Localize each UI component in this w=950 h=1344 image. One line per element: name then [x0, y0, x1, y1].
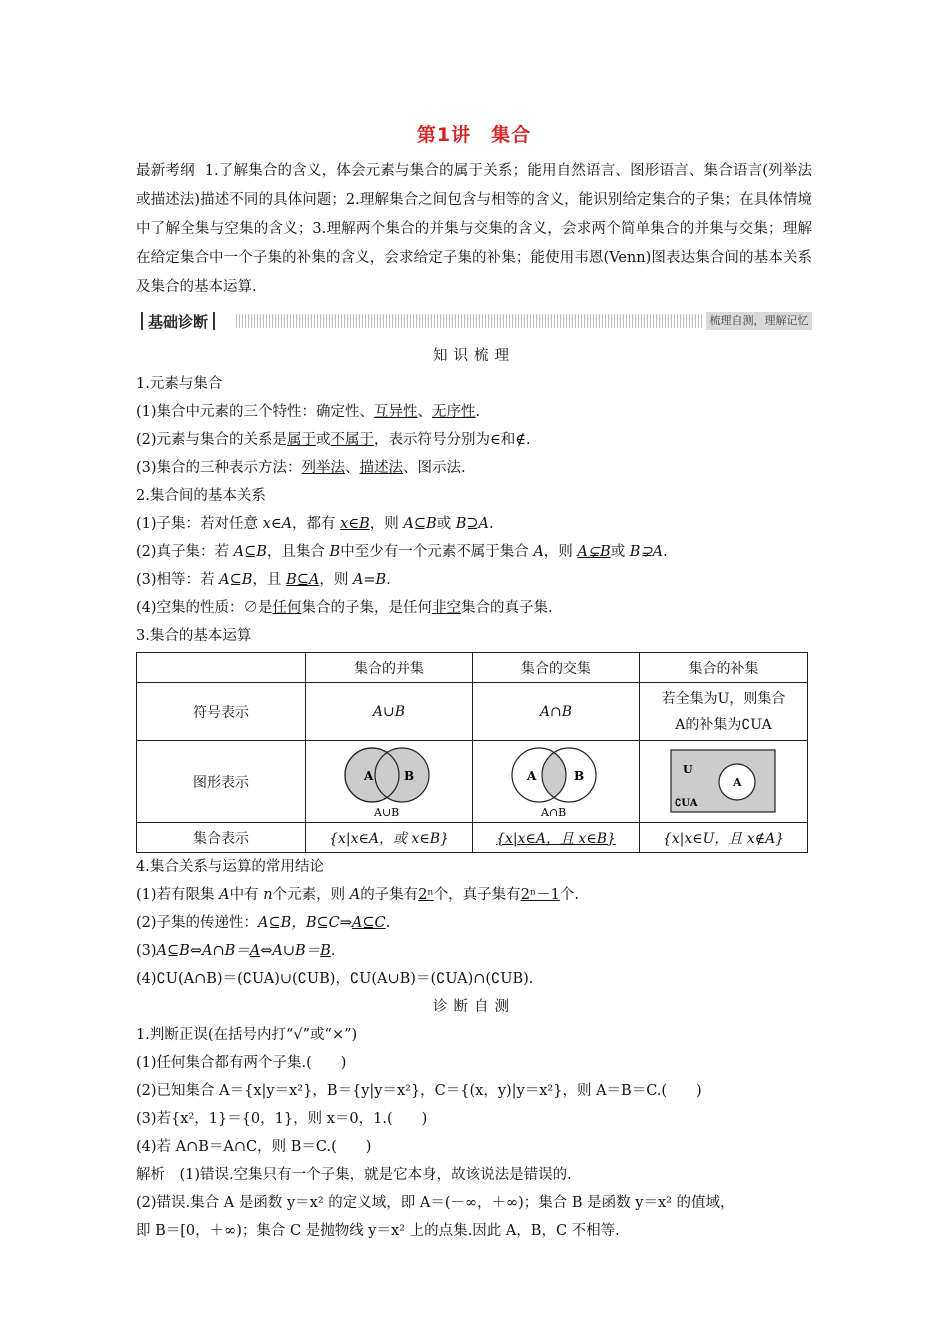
s2-line4: (4)空集的性质：∅是任何集合的子集，是任何非空集合的真子集.	[136, 600, 553, 616]
s2-line3: (3)相等：若 A⊆B，且 B⊆A，则 A=B.	[136, 572, 391, 588]
s2-line1: (1)子集：若对任意 x∈A，都有 x∈B，则 A⊆B或 B⊇A.	[136, 516, 494, 532]
s1-line3: (3)集合的三种表示方法：列举法、描述法、图示法.	[136, 460, 466, 476]
table-header-row	[137, 653, 808, 683]
analysis-line: 解析 (1)错误.空集只有一个子集，就是它本身，故该说法是错误的.	[136, 1167, 572, 1183]
intersection-venn-cell	[473, 741, 640, 823]
banner-left	[136, 310, 220, 332]
s4-line1: (1)若有限集 A中有 n个元素，则 A的子集有2ⁿ个，真子集有2ⁿ－1个.	[136, 887, 580, 903]
question-item: (1)任何集合都有两个子集.( )	[136, 1055, 347, 1071]
svg-text:A: A	[732, 775, 742, 789]
page	[136, 120, 812, 1245]
table-cell: A∩B	[473, 683, 640, 741]
svg-text:A: A	[364, 768, 374, 783]
banner-bar-icon	[213, 312, 215, 330]
banner-title: 基础诊断	[148, 312, 209, 331]
row-label: 图形表示	[137, 741, 306, 823]
section-banner	[136, 310, 812, 332]
svg-text:A: A	[527, 768, 537, 783]
table-cell: {x|x∈U，且 x∉A}	[640, 823, 808, 853]
svg-text:∁UA: ∁UA	[674, 797, 698, 809]
row-label: 符号表示	[137, 683, 306, 741]
table-row	[137, 741, 808, 823]
union-venn-diagram	[334, 745, 444, 819]
table-header-cell: 集合的交集	[473, 653, 640, 683]
svg-text:B: B	[574, 768, 585, 783]
table-cell: A∪B	[306, 683, 473, 741]
table-row	[137, 823, 808, 853]
svg-text:A∪B: A∪B	[374, 805, 400, 819]
banner-subtitle: 梳理自测，理解记忆	[706, 312, 812, 330]
s4-title: 4.集合关系与运算的常用结论	[136, 859, 324, 875]
set-operations-table	[136, 652, 808, 853]
svg-text:B: B	[404, 768, 415, 783]
row-label: 集合表示	[137, 823, 306, 853]
outline-lead: 最新考纲	[136, 163, 195, 179]
banner-bar-icon	[141, 312, 143, 330]
question-item: (2)已知集合 A＝{x|y＝x²}，B＝{y|y＝x²}，C＝{(x，y)|y＝x²}，则 A＝B＝C.( )	[136, 1083, 702, 1099]
s4-line3: (3)A⊆B⇔A∩B＝A⇔A∪B＝B.	[136, 943, 336, 959]
page-title: 第1讲 集合	[416, 124, 532, 146]
knowledge-heading: 知识梳理	[433, 348, 515, 364]
question-item: (4)若 A∩B＝A∩C，则 B＝C.( )	[136, 1139, 372, 1155]
selftest-heading: 诊断自测	[433, 999, 515, 1015]
banner-stripe	[236, 314, 702, 328]
s3-title: 3.集合的基本运算	[136, 628, 252, 644]
svg-text:U: U	[682, 762, 693, 776]
complement-venn-cell	[640, 741, 808, 823]
s1-title: 1.元素与集合	[136, 376, 223, 392]
table-cell: 若全集为U，则集合 A的补集为∁UA	[640, 683, 808, 741]
analysis-line: (2)错误.集合 A 是函数 y＝x² 的定义域，即 A＝(－∞，＋∞)；集合 B 是函数 y＝x² 的值域，	[136, 1195, 735, 1211]
intersection-venn-diagram	[501, 745, 611, 819]
s1-line1: (1)集合中元素的三个特性：确定性、互异性、无序性.	[136, 404, 481, 420]
table-header-cell: 集合的补集	[640, 653, 808, 683]
outline-text: 1.了解集合的含义，体会元素与集合的属于关系；能用自然语言、图形语言、集合语言(列举法或描述法)描述不同的具体问题；2.理解集合之间包含与相等的含义，能识别给定集合的子集；在具体情境中了解全集与空集的含义；3.理解两个集合的并集与交集的含义，会求两个简单集合的并集与交集；理解在给定集合中一个子集的补集的含义，会求给定子集的补集；能使用韦恩(Venn)图表达集合间的基本关系及集合的基本运算.	[136, 163, 812, 295]
s2-title: 2.集合间的基本关系	[136, 488, 266, 504]
question-1: 1.判断正误(在括号内打“√”或“×”)	[136, 1027, 358, 1043]
s2-line2: (2)真子集：若 A⊆B，且集合 B中至少有一个元素不属于集合 A，则 A⊊B或 B⊋A.	[136, 544, 668, 560]
table-header-cell	[137, 653, 306, 683]
question-item: (3)若{x²，1}＝{0，1}，则 x＝0，1.( )	[136, 1111, 428, 1127]
s1-line2: (2)元素与集合的关系是属于或不属于，表示符号分别为∈和∉.	[136, 432, 531, 448]
table-header-cell: 集合的并集	[306, 653, 473, 683]
table-cell: {x|x∈A，或 x∈B}	[306, 823, 473, 853]
complement-venn-diagram	[669, 748, 779, 816]
s4-line2: (2)子集的传递性：A⊆B，B⊆C⇒A⊆C.	[136, 915, 391, 931]
analysis-line: 即 B＝[0，＋∞)；集合 C 是抛物线 y＝x² 上的点集.因此 A，B，C 不相等.	[136, 1223, 620, 1239]
union-venn-cell	[306, 741, 473, 823]
s4-line4: (4)∁U(A∩B)＝(∁UA)∪(∁UB)，∁U(A∪B)＝(∁UA)∩(∁UB).	[136, 971, 534, 987]
table-cell: {x|x∈A，且 x∈B}	[473, 823, 640, 853]
svg-text:A∩B: A∩B	[541, 805, 567, 819]
table-row	[137, 683, 808, 741]
outline-paragraph	[136, 157, 812, 302]
